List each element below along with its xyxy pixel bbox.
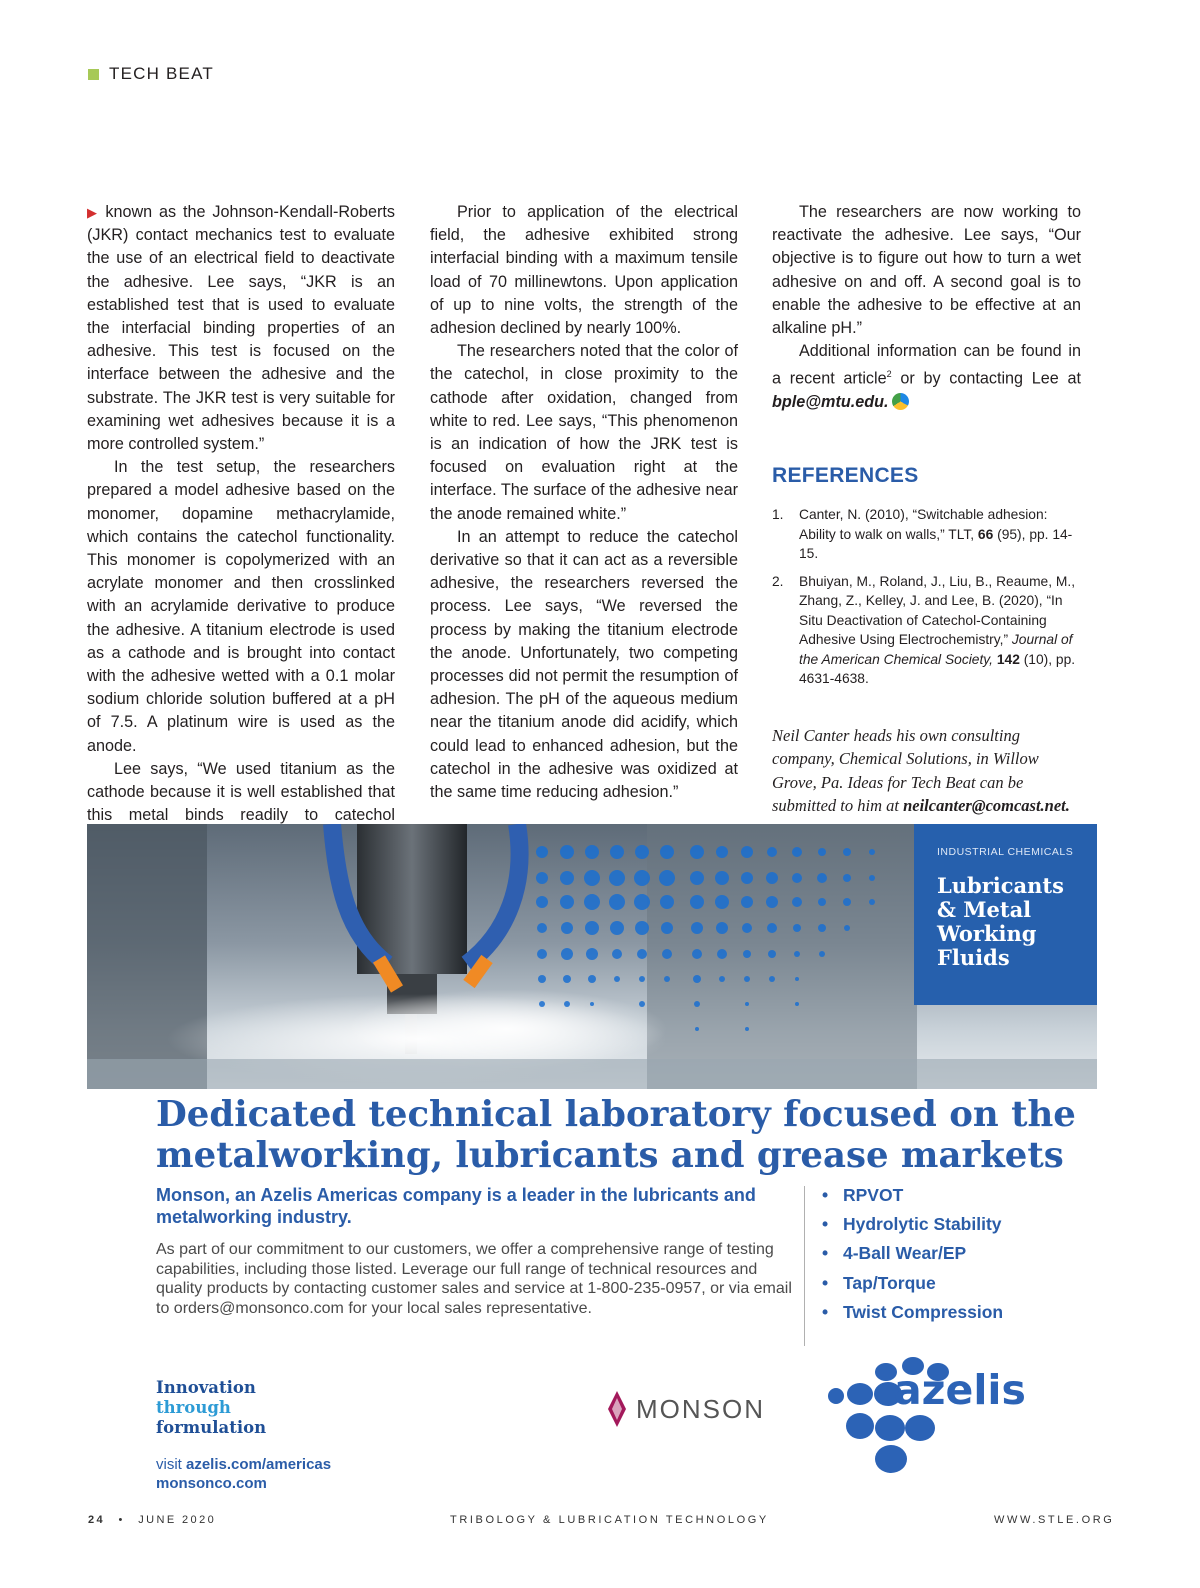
article-paragraph: The researchers noted that the color of the catechol, in close proximity to the cathode after oxidation, changed from white to red. Lee says, “This phenomenon is an indication of how the JRK test is focused on evaluation right at the interface. The surface of the adhesive near the anode remained white.” [430, 342, 738, 523]
capability-item: • Twist Compression [822, 1298, 1003, 1327]
article-paragraph: Prior to application of the electrical field, the adhesive exhibited strong interfacial binding with a maximum tensile load of 70 millinewtons. Upon application of up to nine volts, the strength of the adhesion declined by nearly 100%. [430, 203, 738, 338]
monson-mark-icon [606, 1389, 628, 1429]
monson-url-link[interactable]: monsonco.com [156, 1474, 267, 1492]
article-column-1 [87, 201, 395, 874]
capability-item: • 4-Ball Wear/EP [822, 1239, 1003, 1268]
references-list [772, 505, 1081, 689]
reference-item: 1. Canter, N. (2010), “Switchable adhesion: Ability to walk on walls,” TLT, 66 (95), pp. 14-15. [772, 507, 1073, 562]
footer-page-info: 24 • JUNE 2020 [88, 1514, 217, 1526]
ad-panel-kicker: INDUSTRIAL CHEMICALS [937, 846, 1074, 858]
footer-website[interactable]: WWW.STLE.ORG [994, 1514, 1115, 1526]
article-paragraph: Lee says, “We used titanium as the cathode because it is well established that this metal binds readily to catechol [87, 759, 395, 825]
end-of-article-icon [892, 393, 909, 410]
footer-publication: TRIBOLOGY & LUBRICATION TECHNOLOGY [450, 1514, 769, 1526]
ad-body-text: As part of our commitment to our customers, we offer a comprehensive range of testing capabilities, including those listed. Leverage our full range of technical resources and quality products by contacting customer sales and service at 1-800-235-0957, or via email to orders@monsonco.com for your local sales representative. [156, 1241, 792, 1317]
section-label: TECH BEAT [109, 64, 214, 83]
capability-item: • RPVOT [822, 1181, 1003, 1210]
capability-item: • Tap/Torque [822, 1269, 1003, 1298]
article-paragraph: In an attempt to reduce the catechol derivative so that it can act as a reversible adhesive, the researchers reversed the process. Lee says, “We reversed the process by making the titanium electrode the anode. Unfortunately, two competing processes did not permit the resumption of adhesion. The pH of the aqueous medium near the titanium anode did acidify, which could lead to enhanced adhesion, but the catechol in the adhesive was oxidized at the same time reducing adhesion.” [430, 527, 738, 802]
ad-visit-links: visit azelis.com/americas monsonco.com [156, 1456, 332, 1492]
issue-date: JUNE 2020 [138, 1514, 217, 1526]
azelis-url-link[interactable]: azelis.com/americas [186, 1456, 332, 1473]
article-paragraph: The researchers are now working to reactivate the adhesive. Lee says, “Our objective is to figure out how to turn a wet adhesive on and off. A second goal is to enable the adhesive to be effective at an alkaline pH.” [772, 203, 1081, 338]
page-number: 24 [88, 1514, 106, 1526]
section-header [88, 64, 214, 84]
reference-item: 2. Bhuiyan, M., Roland, J., Liu, B., Reaume, M., Zhang, Z., Kelley, J. and Lee, B. (2020), “In Situ Deactivation of Catechol-Containing Adhesive Using Electrochemistry,” Journal of the American Chemical Society, 142 (10), pp. 4631-4638. [772, 573, 1076, 687]
article-paragraph: In the test setup, the researchers prepared a model adhesive based on the monomer, dopamine methacrylamide, which contains the catechol functionality. This monomer is copolymerized with an acrylate monomer and then crosslinked with an acrylamide derivative to produce the adhesive. A titanium electrode is used as a cathode and is brought into contact with the adhesive wetted with a 0.1 molar sodium chloride solution buffered at a pH of 7.5. A platinum wire is used as the anode. [87, 458, 395, 755]
article-paragraph: Additional information can be found in a recent article$^2$ or by contacting Lee at bple@mtu.edu. [772, 342, 1081, 412]
monson-logo: MONSON [606, 1389, 765, 1429]
article-paragraph: ▶ known as the Johnson-Kendall-Roberts (JKR) contact mechanics test to evaluate the use of an electrical field to deactivate the adhesive. Lee says, “JKR is an established test that is used to evaluate the interfacial binding properties of an adhesive. This test is focused on the interface between the adhesive and the substrate. The JKR test is very suitable for examining wet adhesives because it is a more controlled system.” [87, 203, 396, 454]
ad-capabilities-list [822, 1181, 1003, 1327]
ad-headline: Dedicated technical laboratory focused on the metalworking, lubricants and grease markets [156, 1094, 1076, 1176]
continued-arrow-icon: ▶ [87, 205, 100, 220]
ad-subheadline: Monson, an Azelis Americas company is a leader in the lubricants and metalworking industry. [156, 1185, 756, 1227]
section-square-icon [88, 69, 99, 80]
ad-panel-title: Lubricants & Metal Working Fluids [937, 873, 1064, 970]
capability-item: • Hydrolytic Stability [822, 1210, 1003, 1239]
author-bio: Neil Canter heads his own consulting company, Chemical Solutions, in Willow Grove, Pa. Ideas for Tech Beat can be submitted to him at neilcanter@comcast.net. [772, 725, 1070, 816]
ad-category-panel [914, 824, 1097, 1005]
lee-email-link[interactable]: bple@mtu.edu. [772, 393, 889, 412]
azelis-logo: azelis [824, 1336, 1054, 1476]
references-heading: REFERENCES [772, 464, 919, 488]
ad-tagline: Innovation through formulation [156, 1378, 267, 1437]
footnote-ref: 2 [886, 369, 892, 380]
ad-divider [804, 1186, 805, 1346]
article-column-3 [772, 201, 1081, 818]
article-column-2 [430, 201, 738, 804]
author-email-link[interactable]: neilcanter@comcast.net [903, 796, 1066, 816]
